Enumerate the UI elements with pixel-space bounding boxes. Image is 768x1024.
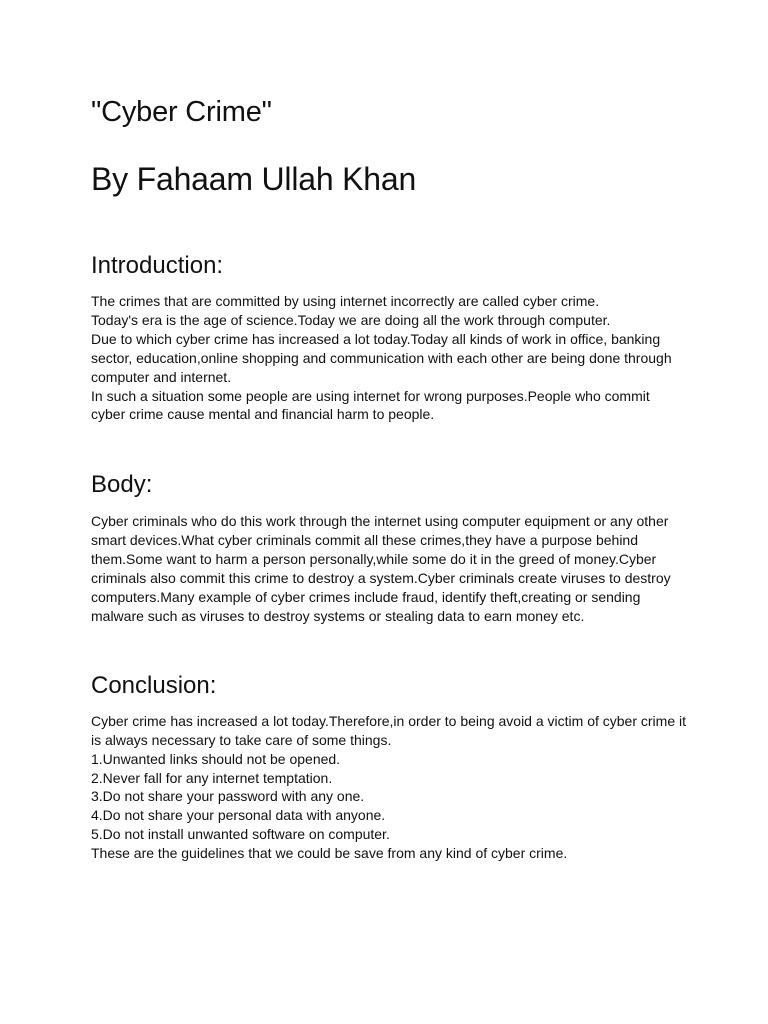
text-line: sector, education,online shopping and communication with each other are being done through (91, 349, 672, 366)
text-line: is always necessary to take care of some things. (91, 731, 392, 748)
section-heading-conclusion: Conclusion: (91, 671, 217, 699)
text-line: Cyber crime has increased a lot today.Therefore,in order to being avoid a victim of cyber crime it (91, 712, 686, 729)
section-body-introduction (91, 292, 691, 424)
document-title: "Cyber Crime" (91, 96, 272, 128)
section-heading-introduction: Introduction: (91, 252, 224, 279)
list-item: 5.Do not install unwanted software on computer. (91, 826, 390, 843)
text-line: Due to which cyber crime has increased a lot today.Today all kinds of work in office, banking (91, 330, 661, 347)
text-line: Today's era is the age of science.Today we are doing all the work through computer. (91, 311, 611, 328)
text-line: The crimes that are committed by using internet incorrectly are called cyber crime. (91, 293, 600, 309)
text-line: malware such as viruses to destroy systems or stealing data to earn money etc. (91, 607, 585, 624)
document-author: By Fahaam Ullah Khan (91, 161, 417, 197)
text-line: cyber crime cause mental and financial harm to people. (91, 406, 435, 423)
list-item: 2.Never fall for any internet temptation. (91, 769, 333, 786)
text-line: computer and internet. (91, 368, 232, 385)
text-line: criminals also commit this crime to destroy a system.Cyber criminals create viruses to destroy (91, 570, 671, 587)
text-line: computers.Many example of cyber crimes include fraud, identify theft,creating or sending (91, 588, 641, 605)
text-line: them.Some want to harm a person personally,while some do it in the greed of money.Cyber (91, 551, 657, 568)
section-body-body (91, 512, 691, 625)
text-line: These are the guidelines that we could be save from any kind of cyber crime. (91, 845, 568, 862)
section-heading-body: Body: (91, 471, 153, 499)
text-line: In such a situation some people are using internet for wrong purposes.People who commit (91, 387, 650, 404)
section-body-conclusion (91, 712, 691, 863)
text-line: smart devices.What cyber criminals commit all these crimes,they have a purpose behind (91, 532, 638, 549)
list-item: 4.Do not share your personal data with anyone. (91, 807, 386, 824)
text-line: Cyber criminals who do this work through the internet using computer equipment or any other (91, 513, 669, 530)
list-item: 3.Do not share your password with any one. (91, 788, 365, 805)
document-page (91, 92, 691, 863)
list-item: 1.Unwanted links should not be opened. (91, 750, 341, 767)
